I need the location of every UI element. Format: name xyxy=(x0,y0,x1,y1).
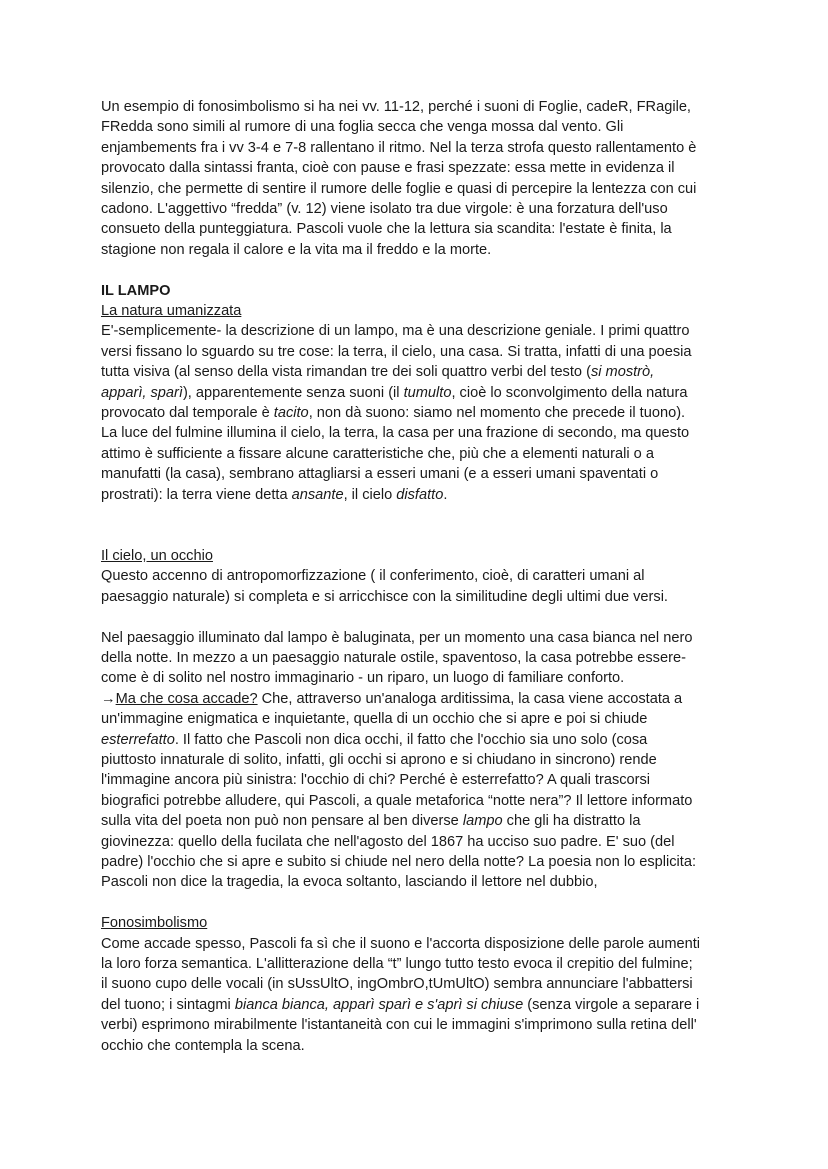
text-line: Come accade spesso, Pascoli fa sì che il suono e l'accorta disposizione delle parole aumenti xyxy=(101,935,701,952)
text-line: come è di solito nel nostro immaginario - un riparo, un luogo di familiare conforto. xyxy=(101,670,625,687)
text-line: sulla vita del poeta non può non pensare al ben diverse lampo che gli ha distratto la xyxy=(101,813,641,830)
text-line: il suono cupo delle vocali (in sUssUltO, ingOmbrO,tUmUltO) sembra annunciare l'abbattersi xyxy=(101,976,693,993)
intro-paragraph xyxy=(101,97,741,260)
text-line: esterrefatto. Il fatto che Pascoli non dica occhi, il fatto che l'occhio sia uno solo (cosa xyxy=(101,731,648,748)
text-line: cadono. L'aggettivo “fredda” (v. 12) viene isolato tra due virgole: è una forzatura dell'uso xyxy=(101,201,668,218)
text-line: Pascoli non dice la tragedia, la evoca soltanto, lasciando il lettore nel dubbio, xyxy=(101,874,598,891)
document-page xyxy=(101,97,741,1056)
fono-paragraph xyxy=(101,934,741,1056)
spacer xyxy=(101,607,741,627)
text-line: prostrati): la terra viene detta ansante, il cielo disfatto. xyxy=(101,486,448,503)
spacer xyxy=(101,505,741,546)
text-line: tutta visiva (al senso della vista rimandan tre dei soli quattro verbi del testo (si mostrò, xyxy=(101,364,655,381)
spacer xyxy=(101,893,741,913)
text-line: consueto della punteggiatura. Pascoli vuole che la lettura sia scandita: l'estate è finita, la xyxy=(101,221,672,238)
text-line: stagione non regala il calore e la vita ma il freddo e la morte. xyxy=(101,241,492,258)
text-line: occhio che contempla la scena. xyxy=(101,1037,305,1054)
text-line: Un esempio di fonosimbolismo si ha nei vv. 11-12, perché i suoni di Foglie, cadeR, FRagile, xyxy=(101,99,691,115)
text-line: versi fissano lo sguardo su tre cose: la terra, il cielo, una casa. Si tratta, infatti di una poesia xyxy=(101,343,692,360)
subsection-title: Il cielo, un occhio xyxy=(101,547,213,564)
text-line: un'immagine enigmatica e inquietante, quella di un occhio che si apre e poi si chiude xyxy=(101,711,648,728)
cielo-paragraph xyxy=(101,566,741,607)
text-line: giovinezza: quello della fucilata che nell'agosto del 1867 ha ucciso suo padre. E' suo (del xyxy=(101,833,675,850)
text-line: provocato dalla sintassi franta, cioè con pause e frasi spezzate: essa mette in evidenza il xyxy=(101,160,675,177)
text-line: padre) l'occhio che si apre e subito si chiude nel nero della notte? La poesia non lo esplicita: xyxy=(101,853,697,870)
spacer xyxy=(101,260,741,280)
text-line: Questo accenno di antropomorfizzazione ( il conferimento, cioè, di caratteri umani al xyxy=(101,568,645,585)
text-line: silenzio, che permette di sentire il rumore delle foglie e quasi di percepire la lentezza con cui xyxy=(101,180,697,197)
text-line: FRedda sono simili al rumore di una foglia secca che venga mossa dal vento. Gli xyxy=(101,119,624,136)
subsection-title: La natura umanizzata xyxy=(101,303,242,320)
arrow-icon: → xyxy=(101,690,116,707)
text-line: La luce del fulmine illumina il cielo, la terra, la casa per una frazione di secondo, ma questo xyxy=(101,425,690,442)
text-line: della notte. In mezzo a un paesaggio naturale ostile, spaventoso, la casa potrebbe essere- xyxy=(101,649,686,666)
section-heading: IL LAMPO xyxy=(101,282,171,299)
text-line: manufatti (la casa), sembrano attagliarsi a esseri umani (e a esseri umani spaventati o xyxy=(101,466,659,483)
text-line: E'-semplicemente- la descrizione di un lampo, ma è una descrizione geniale. I primi quattro xyxy=(101,323,690,340)
lampo-paragraph xyxy=(101,321,741,505)
text-line: piuttosto innaturale di solito, infatti, gli occhi si aprono e si chiudano in sincrono) rende xyxy=(101,751,657,768)
text-line: provocato dal temporale è tacito, non dà suono: siamo nel momento che precede il tuono). xyxy=(101,405,686,422)
paesaggio-paragraph xyxy=(101,628,741,893)
text-line: →Ma che cosa accade? Che, attraverso un'analoga arditissima, la casa viene accostata a xyxy=(101,690,683,707)
text-line: Nel paesaggio illuminato dal lampo è baluginata, per un momento una casa bianca nel nero xyxy=(101,629,693,646)
text-line: biografici potrebbe alludere, qui Pascoli, a quale metaforica “notte nera”? Il lettore informato xyxy=(101,792,693,809)
text-line: apparì, sparì), apparentemente senza suoni (il tumulto, cioè lo sconvolgimento della natura xyxy=(101,384,688,401)
text-line: verbi) esprimono mirabilmente l'istantaneità con cui le immagini s'imprimono sulla retina dell' xyxy=(101,1017,697,1034)
text-line: l'immagine ancora più sinistra: l'occhio di chi? Perché è esterrefatto? A quali trascorsi xyxy=(101,772,651,789)
text-line: paesaggio naturale) si completa e si arricchisce con la similitudine degli ultimi due versi. xyxy=(101,588,668,605)
text-line: del tuono; i sintagmi bianca bianca, apparì sparì e s'aprì si chiuse (senza virgole a separare i xyxy=(101,996,700,1013)
subsection-title: Fonosimbolismo xyxy=(101,915,208,932)
text-line: attimo è sufficiente a fissare alcune caratteristiche che, più che a elementi naturali o a xyxy=(101,445,654,462)
text-line: la loro forza semantica. L'allitterazione della “t” lungo tutto testo evoca il crepitio del fulmine; xyxy=(101,956,693,972)
text-line: enjambements fra i vv 3-4 e 7-8 rallentano il ritmo. Nel la terza strofa questo rallentamento è xyxy=(101,139,697,156)
